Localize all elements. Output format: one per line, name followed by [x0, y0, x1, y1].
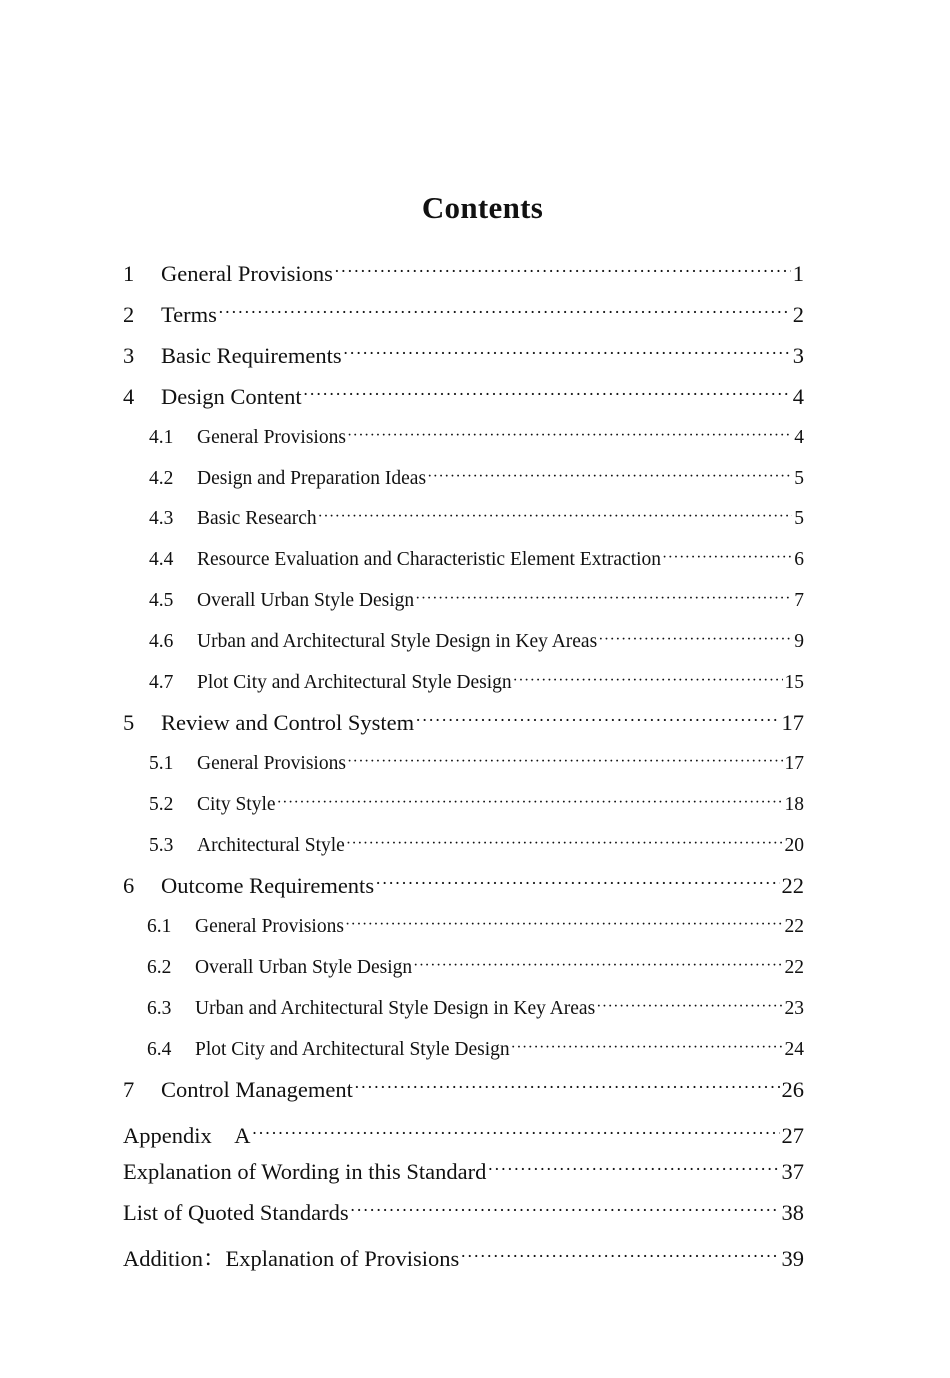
toc-entry-number: 4.3 — [149, 508, 174, 529]
toc-entry-label: Review and Control System — [161, 710, 415, 735]
toc-entry[interactable] — [147, 957, 804, 979]
toc-entry[interactable] — [123, 261, 804, 287]
toc-dot-leader — [354, 1077, 780, 1097]
toc-entry-number: 4 — [123, 384, 135, 409]
toc-entry-page: 6 — [794, 549, 804, 570]
toc-entry[interactable] — [147, 998, 804, 1020]
toc-entry-page: 18 — [784, 794, 804, 815]
toc-entry-number: 6.2 — [147, 957, 172, 978]
toc-dot-leader — [346, 835, 783, 853]
toc-entry-page: 5 — [794, 508, 804, 529]
toc-entry-number: 4.7 — [149, 672, 174, 693]
toc-dot-leader — [218, 302, 791, 322]
toc-entry-page: 22 — [784, 916, 804, 937]
toc-dot-leader — [277, 794, 783, 812]
toc-entry-page: 22 — [781, 873, 804, 898]
toc-entry-number: 6.4 — [147, 1039, 172, 1060]
toc-entry-label: General Provisions — [195, 916, 344, 937]
toc-entry-label: Overall Urban Style Design — [195, 957, 413, 978]
toc-dot-leader — [598, 631, 792, 649]
toc-entry-label: Addition：Explanation of Provisions — [123, 1246, 460, 1271]
toc-entry-number: 7 — [123, 1077, 135, 1102]
toc-dot-leader — [415, 710, 779, 730]
toc-entry[interactable] — [123, 1118, 804, 1150]
toc-entry[interactable] — [123, 343, 804, 369]
toc-dot-leader — [511, 1039, 783, 1057]
toc-entry-page: 4 — [794, 427, 804, 448]
toc-dot-leader — [596, 998, 782, 1016]
toc-entry-label: Outcome Requirements — [161, 873, 375, 898]
toc-entry-number: 5 — [123, 710, 135, 735]
toc-entry-number: 6.1 — [147, 916, 172, 937]
toc-entry-page: 38 — [781, 1200, 804, 1225]
toc-entry[interactable] — [149, 672, 804, 694]
toc-entry-number: 3 — [123, 343, 135, 368]
toc-entry-number: 5.3 — [149, 835, 174, 856]
toc-entry-page: 7 — [794, 590, 804, 611]
toc-entry-page: 20 — [784, 835, 804, 856]
toc-entry-label: Terms — [161, 302, 217, 327]
toc-entry-number: 4.4 — [149, 549, 174, 570]
toc-entry-page: 1 — [792, 261, 804, 286]
toc-dot-leader — [318, 508, 793, 526]
toc-dot-leader — [343, 343, 791, 363]
toc-entry[interactable] — [149, 427, 804, 449]
toc-entry[interactable] — [149, 835, 804, 857]
toc-entry-page: 5 — [794, 468, 804, 489]
toc-dot-leader — [413, 957, 782, 975]
toc-entry[interactable] — [123, 302, 804, 328]
toc-entry-label: Overall Urban Style Design — [197, 590, 415, 611]
toc-entry[interactable] — [123, 1200, 804, 1226]
toc-entry-page: 27 — [781, 1123, 804, 1148]
toc-entry-label: Appendix A — [123, 1123, 251, 1148]
toc-dot-leader — [513, 672, 783, 690]
toc-dot-leader — [347, 753, 783, 771]
page-title: Contents — [421, 190, 544, 225]
toc-entry-page: 22 — [784, 957, 804, 978]
toc-entry[interactable] — [149, 631, 804, 653]
toc-entry-label: List of Quoted Standards — [123, 1200, 349, 1225]
toc-entry-page: 17 — [781, 710, 804, 735]
toc-entry-number: 5.2 — [149, 794, 174, 815]
toc-entry-number: 4.1 — [149, 427, 174, 448]
toc-entry-label: Basic Requirements — [161, 343, 342, 368]
toc-dot-leader — [334, 261, 791, 281]
toc-entry[interactable] — [149, 508, 804, 530]
toc-entry-page: 17 — [784, 753, 804, 774]
toc-dot-leader — [415, 590, 792, 608]
toc-entry[interactable] — [149, 794, 804, 816]
toc-entry[interactable] — [123, 384, 804, 410]
toc-entry[interactable] — [149, 549, 804, 571]
toc-entry-label: General Provisions — [161, 261, 333, 286]
toc-entry-number: 4.6 — [149, 631, 174, 652]
toc-entry-label: Urban and Architectural Style Design in Key Areas — [195, 998, 596, 1019]
toc-entry-number: 6 — [123, 873, 135, 898]
toc-dot-leader — [350, 1200, 780, 1220]
toc-dot-leader — [345, 916, 783, 934]
toc-entry-number: 2 — [123, 302, 135, 327]
toc-dot-leader — [662, 549, 792, 567]
toc-entry-number: 6.3 — [147, 998, 172, 1019]
toc-entry-page: 9 — [794, 631, 804, 652]
toc-dot-leader — [252, 1123, 780, 1143]
toc-entry[interactable] — [123, 1241, 804, 1273]
toc-entry-page: 2 — [792, 302, 804, 327]
toc-entry-label: Resource Evaluation and Characteristic Element Extraction — [197, 549, 662, 570]
toc-entry[interactable] — [149, 590, 804, 612]
toc-dot-leader — [487, 1159, 779, 1179]
toc-entry-page: 39 — [781, 1246, 804, 1271]
toc-entry-label: General Provisions — [197, 427, 346, 448]
toc-entry-page: 23 — [784, 998, 804, 1019]
toc-entry-label: City Style — [197, 794, 276, 815]
toc-entry-label: General Provisions — [197, 753, 346, 774]
toc-entry[interactable] — [123, 710, 804, 736]
toc-entry-label: Design and Preparation Ideas — [197, 468, 427, 489]
toc-entry-label: Explanation of Wording in this Standard — [123, 1159, 487, 1184]
toc-entry-label: Architectural Style — [197, 835, 345, 856]
toc-entry-label: Plot City and Architectural Style Design — [195, 1039, 510, 1060]
toc-entry-page: 24 — [784, 1039, 804, 1060]
toc-entry[interactable] — [123, 873, 804, 899]
toc-entry-number: 4.2 — [149, 468, 174, 489]
toc-entry-page: 15 — [784, 672, 804, 693]
toc-entry[interactable] — [123, 1077, 804, 1103]
toc-entry[interactable] — [147, 1039, 804, 1061]
toc-entry[interactable] — [147, 916, 804, 938]
toc-entry-page: 3 — [792, 343, 804, 368]
toc-dot-leader — [427, 468, 792, 486]
toc-entry-label: Control Management — [161, 1077, 353, 1102]
toc-entry-page: 26 — [781, 1077, 804, 1102]
toc-entry-number: 5.1 — [149, 753, 174, 774]
toc-dot-leader — [347, 427, 792, 445]
toc-entry-number: 4.5 — [149, 590, 174, 611]
toc-entry-label: Design Content — [161, 384, 302, 409]
toc-entry-label: Plot City and Architectural Style Design — [197, 672, 512, 693]
toc-entry[interactable] — [123, 1159, 804, 1185]
toc-dot-leader — [375, 873, 779, 893]
toc-entry-number: 1 — [123, 261, 135, 286]
toc-dot-leader — [460, 1246, 779, 1266]
toc-entry[interactable] — [149, 753, 804, 775]
toc-entry-label: Urban and Architectural Style Design in Key Areas — [197, 631, 598, 652]
toc-dot-leader — [303, 384, 791, 404]
toc-entry-label: Basic Research — [197, 508, 317, 529]
toc-entry[interactable] — [149, 468, 804, 490]
toc-entry-page: 4 — [792, 384, 804, 409]
toc-entry-page: 37 — [781, 1159, 804, 1184]
